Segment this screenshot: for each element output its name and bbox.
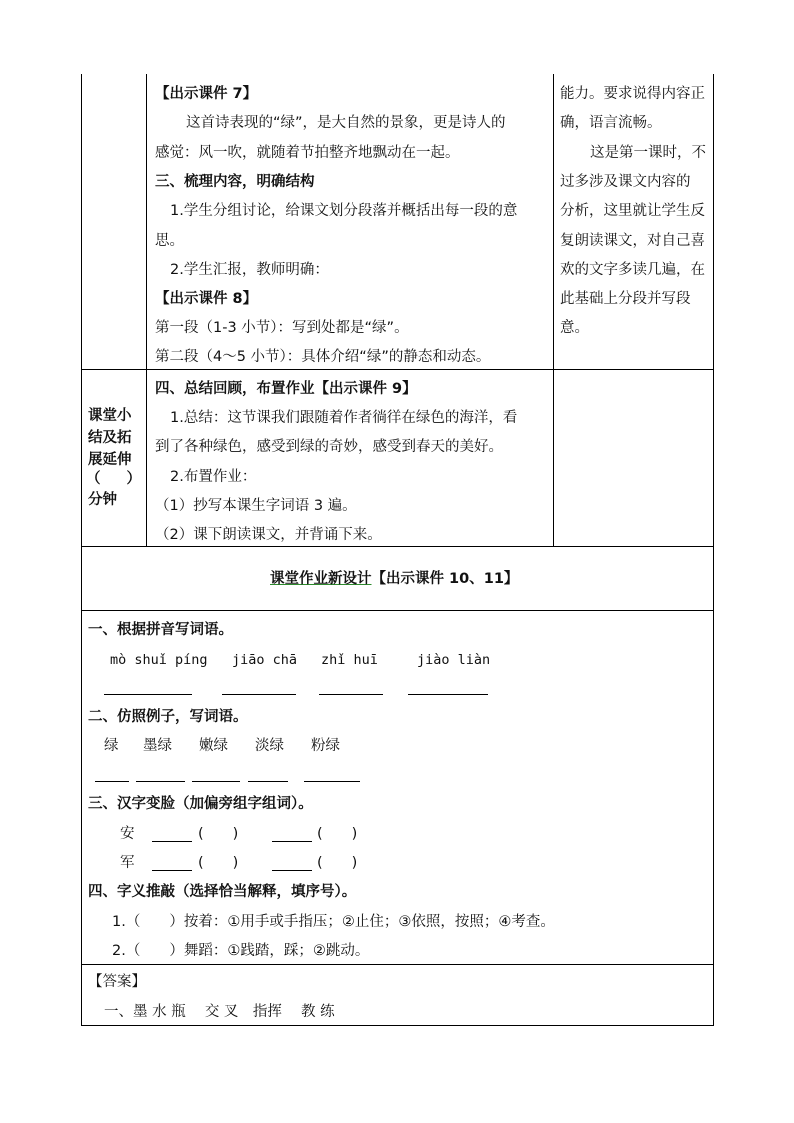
- homework-item-1: （1）抄写本课生字词语 3 遍。: [155, 498, 357, 514]
- definition-item-2: 2.（ ）舞蹈：①践踏，踩；②跳动。: [112, 943, 370, 959]
- paragraph-line: 2.布置作业：: [170, 469, 257, 485]
- paragraph-line: 到了各种绿色，感受到绿的奇妙，感受到春天的美好。: [155, 439, 503, 455]
- note-line: 分析，这里就让学生反: [560, 203, 705, 219]
- homework-title: [270, 569, 518, 589]
- table-border-left: [81, 74, 82, 1026]
- note-line: 意。: [560, 320, 589, 336]
- homework-title-courseware: 【出示课件 10、11】: [371, 571, 519, 587]
- answer-line: 一、墨 水 瓶 交 叉 指挥 教 练: [104, 1004, 335, 1020]
- pinyin-item: zhǐ huī: [321, 652, 378, 668]
- summary-label-line: 结及拓: [88, 430, 132, 446]
- paragraph-line: 感觉：风一吹，就随着节拍整齐地飘动在一起。: [155, 145, 460, 161]
- row-divider-1: [81, 369, 714, 370]
- answer-blank[interactable]: [136, 781, 185, 782]
- answer-blank[interactable]: [192, 781, 240, 782]
- answer-blank[interactable]: [272, 841, 312, 842]
- section-one-line: 第一段（1-3 小节）：写到处都是“绿”。: [155, 320, 409, 336]
- homework-title-link[interactable]: 课堂作业新设计: [270, 571, 372, 587]
- note-line: 确，语言流畅。: [560, 115, 662, 131]
- answer-blank[interactable]: [222, 694, 296, 695]
- paragraph-line: 思。: [155, 233, 184, 249]
- section-three-heading: 三、梳理内容，明确结构: [155, 174, 315, 190]
- summary-label-line: （ ）: [86, 471, 140, 487]
- table-border-bottom: [81, 1025, 714, 1026]
- courseware-7-heading: 【出示课件 7】: [155, 86, 258, 102]
- paragraph-line: 1.总结：这节课我们跟随着作者徜徉在绿色的海洋，看: [170, 410, 518, 426]
- example-word: 嫩绿: [199, 738, 228, 754]
- pinyin-item: jiāo chā: [232, 652, 298, 668]
- paren-blank[interactable]: ( ): [198, 855, 239, 871]
- note-line: 此基础上分段并写段: [560, 291, 691, 307]
- answer-blank[interactable]: [319, 694, 383, 695]
- paren-blank[interactable]: ( ): [317, 826, 358, 842]
- section-four-heading: 四、总结回顾，布置作业【出示课件 9】: [155, 381, 417, 397]
- question-1: 一、根据拼音写词语。: [88, 622, 233, 638]
- base-character: 军: [120, 855, 135, 871]
- question-4: 四、字义推敲（选择恰当解释，填序号）。: [88, 884, 357, 900]
- note-line: 欢的文字多读几遍，在: [560, 262, 705, 278]
- example-word: 淡绿: [255, 738, 284, 754]
- paragraph-line: 这首诗表现的“绿”，是大自然的景象，更是诗人的: [186, 115, 506, 131]
- note-line: 过多涉及课文内容的: [560, 174, 691, 190]
- definition-item-1: 1.（ ）按着：①用手或手指压；②止住；③依照，按照；④考查。: [112, 914, 555, 930]
- homework-item-2: （2）课下朗读课文，并背诵下来。: [155, 527, 382, 543]
- summary-label-line: 展延伸: [88, 452, 132, 468]
- answer-label: 【答案】: [88, 974, 146, 990]
- note-line: 复朗读课文，对自己喜: [560, 233, 705, 249]
- question-2: 二、仿照例子，写词语。: [88, 709, 248, 725]
- row-divider-2: [81, 546, 714, 547]
- column-divider-right: [553, 74, 554, 547]
- answer-blank[interactable]: [272, 870, 312, 871]
- answer-blank[interactable]: [104, 694, 192, 695]
- table-border-right: [713, 74, 714, 1026]
- paragraph-line: 1.学生分组讨论，给课文划分段落并概括出每一段的意: [170, 203, 518, 219]
- answer-blank[interactable]: [248, 781, 288, 782]
- row-divider-4: [81, 964, 714, 965]
- base-character: 安: [120, 826, 135, 842]
- answer-blank[interactable]: [304, 781, 360, 782]
- summary-label-line: 分钟: [88, 492, 117, 508]
- summary-label-line: 课堂小: [88, 408, 132, 424]
- courseware-8-heading: 【出示课件 8】: [155, 291, 258, 307]
- answer-blank[interactable]: [95, 781, 129, 782]
- paren-blank[interactable]: ( ): [317, 855, 358, 871]
- answer-blank[interactable]: [152, 870, 192, 871]
- pinyin-item: mò shuǐ píng: [110, 652, 208, 668]
- example-word: 粉绿: [311, 738, 340, 754]
- example-word: 墨绿: [143, 738, 172, 754]
- column-divider-left: [146, 74, 147, 547]
- example-word: 绿: [104, 738, 119, 754]
- question-3: 三、汉字变脸（加偏旁组字组词）。: [88, 796, 313, 812]
- answer-blank[interactable]: [152, 841, 192, 842]
- section-two-line: 第二段（4～5 小节）：具体介绍“绿”的静态和动态。: [155, 349, 491, 365]
- paren-blank[interactable]: ( ): [198, 826, 239, 842]
- answer-blank[interactable]: [408, 694, 488, 695]
- paragraph-line: 2.学生汇报，教师明确：: [170, 262, 329, 278]
- note-line: 这是第一课时，不: [590, 145, 706, 161]
- note-line: 能力。要求说得内容正: [560, 86, 705, 102]
- row-divider-3: [81, 610, 714, 611]
- pinyin-item: jiào liàn: [417, 652, 491, 668]
